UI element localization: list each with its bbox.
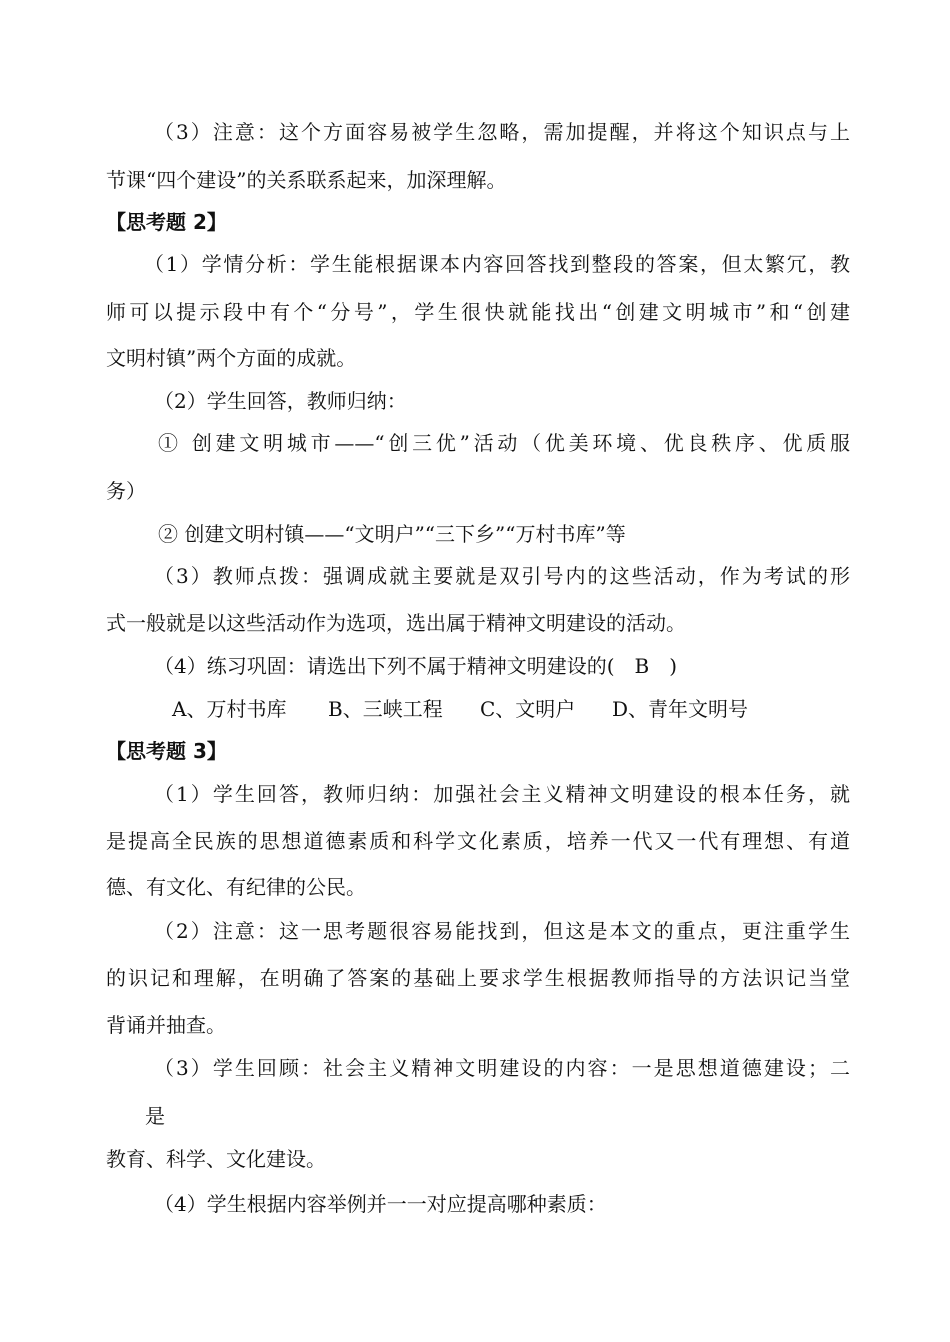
choice-b: B、三峡工程 (328, 697, 443, 721)
paragraph-line: （3）注意：这个方面容易被学生忽略，需加提醒，并将这个知识点与上 (154, 120, 850, 144)
paragraph-line: 务） (106, 479, 146, 503)
paragraph-line: ① 创建文明城市——“创三优”活动（优美环境、优良秩序、优质服 (158, 431, 850, 455)
section-heading: 【思考题 2】 (106, 210, 227, 234)
paragraph-line: 的识记和理解，在明确了答案的基础上要求学生根据教师指导的方法识记当堂 (106, 966, 850, 990)
paragraph-line: 背诵并抽查。 (106, 1013, 226, 1037)
paragraph-line: 德、有文化、有纪律的公民。 (106, 875, 366, 899)
paragraph-line: （3）教师点拨：强调成就主要就是双引号内的这些活动，作为考试的形 (154, 564, 850, 588)
section-heading: 【思考题 3】 (106, 739, 227, 763)
paragraph-line: （1）学情分析：学生能根据课本内容回答找到整段的答案，但太繁冗，教 (144, 252, 850, 276)
paragraph-line: 教育、科学、文化建设。 (106, 1147, 326, 1171)
paragraph-line: （4）学生根据内容举例并一一对应提高哪种素质： (154, 1192, 607, 1216)
paragraph-line: （2）注意：这一思考题很容易能找到，但这是本文的重点，更注重学生 (154, 919, 850, 943)
paragraph-line: （1）学生回答，教师归纳：加强社会主义精神文明建设的根本任务，就 (154, 782, 850, 806)
paragraph-line: 式一般就是以这些活动作为选项，选出属于精神文明建设的活动。 (106, 611, 686, 635)
paragraph-line: （2）学生回答，教师归纳： (154, 389, 407, 413)
paragraph-line: 文明村镇”两个方面的成就。 (106, 346, 357, 370)
choice-c: C、文明户 (480, 697, 576, 721)
paragraph-line: 节课“四个建设”的关系联系起来，加深理解。 (106, 168, 507, 192)
paragraph-line: （3）学生回顾：社会主义精神文明建设的内容：一是思想道德建设；二 (154, 1056, 850, 1080)
choice-a: A、万村书库 (172, 697, 287, 721)
paragraph-line: 是 (145, 1104, 165, 1128)
paragraph-line: 师可以提示段中有个“分号”，学生很快就能找出“创建文明城市”和“创建 (106, 300, 850, 324)
paragraph-line: （4）练习巩固：请选出下列不属于精神文明建设的( B ) (154, 654, 678, 678)
choice-d: D、青年文明号 (612, 697, 749, 721)
paragraph-line: 是提高全民族的思想道德素质和科学文化素质，培养一代又一代有理想、有道 (106, 829, 850, 853)
paragraph-line: ② 创建文明村镇——“文明户”“三下乡”“万村书库”等 (158, 522, 626, 546)
